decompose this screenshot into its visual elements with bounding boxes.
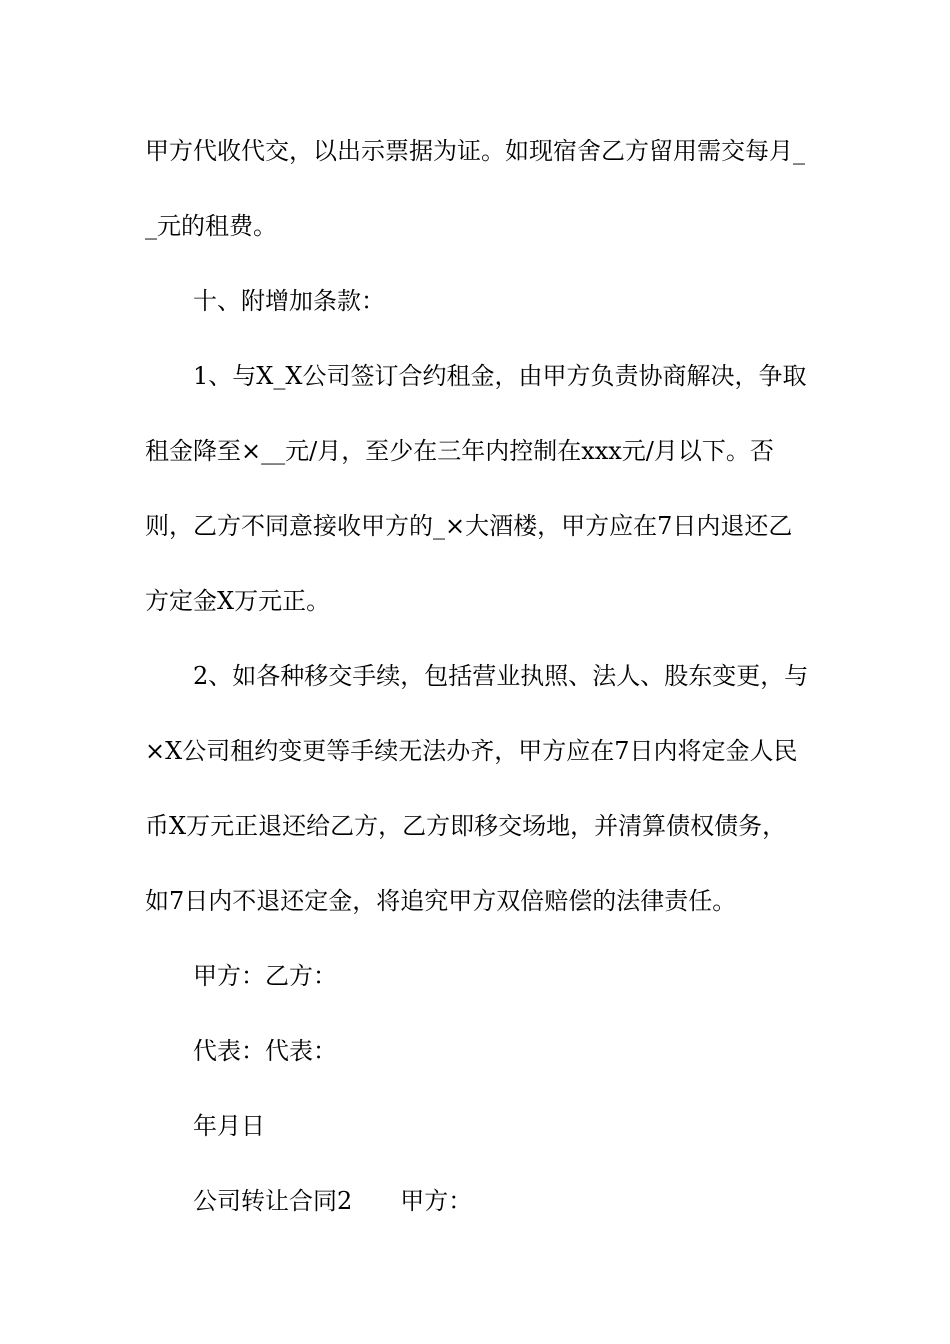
section-heading: 十、附增加条款： — [193, 287, 385, 315]
clause-1-line: 方定金X万元正。 — [145, 587, 331, 615]
contract-title-line — [193, 1186, 863, 1216]
clause-2-line: 币X万元正退还给乙方，乙方即移交场地，并清算债权债务， — [145, 812, 787, 840]
paragraph-line: _元的租费。 — [145, 212, 277, 240]
clause-1-line: 租金降至×__元/月，至少在三年内控制在xxx元/月以下。否 — [145, 437, 774, 465]
clause-2-line: ×X公司租约变更等手续无法办齐，甲方应在7日内将定金人民 — [145, 737, 798, 765]
party-a-label: 甲方： — [400, 1187, 473, 1215]
date-line: 年月日 — [193, 1112, 265, 1140]
representative-signature-line: 代表：代表： — [193, 1037, 337, 1065]
party-signature-line: 甲方：乙方： — [193, 962, 337, 990]
clause-1-line: 1、与X_X公司签订合约租金，由甲方负责协商解决，争取 — [193, 362, 807, 390]
contract-title: 公司转让合同2 — [193, 1187, 353, 1215]
clause-1-line: 则，乙方不同意接收甲方的_×大酒楼，甲方应在7日内退还乙 — [145, 512, 793, 540]
clause-2-line: 2、如各种移交手续，包括营业执照、法人、股东变更，与 — [193, 662, 809, 690]
paragraph-line: 甲方代收代交，以出示票据为证。如现宿舍乙方留用需交每月_ — [145, 137, 805, 165]
clause-2-line: 如7日内不退还定金，将追究甲方双倍赔偿的法律责任。 — [145, 887, 737, 915]
